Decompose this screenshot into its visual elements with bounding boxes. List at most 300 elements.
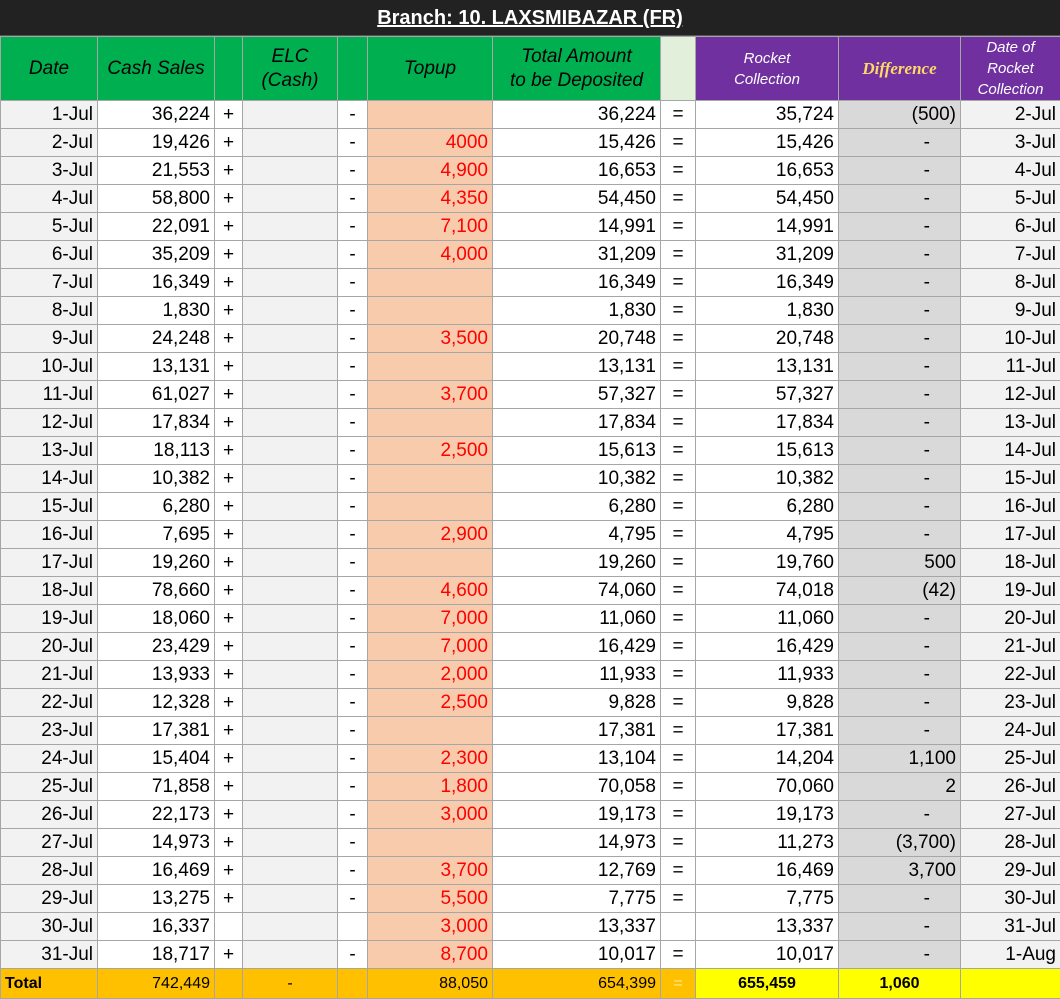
row-difference[interactable]: -: [839, 717, 961, 745]
row-elc[interactable]: [243, 941, 338, 969]
row-rocket-collection[interactable]: 10,017: [696, 941, 839, 969]
row-elc[interactable]: [243, 409, 338, 437]
row-plus[interactable]: +: [215, 157, 243, 185]
row-date[interactable]: 10-Jul: [1, 353, 98, 381]
row-rocket-date[interactable]: 11-Jul: [961, 353, 1060, 381]
row-plus[interactable]: +: [215, 689, 243, 717]
row-rocket-collection[interactable]: 14,204: [696, 745, 839, 773]
row-rocket-collection[interactable]: 1,830: [696, 297, 839, 325]
total-deposit[interactable]: 654,399: [493, 969, 661, 999]
row-rocket-date[interactable]: 23-Jul: [961, 689, 1060, 717]
row-topup[interactable]: 5,500: [368, 885, 493, 913]
row-difference[interactable]: -: [839, 801, 961, 829]
row-equals[interactable]: =: [661, 829, 696, 857]
row-topup[interactable]: 2,900: [368, 521, 493, 549]
row-total-deposit[interactable]: 16,653: [493, 157, 661, 185]
row-equals[interactable]: =: [661, 549, 696, 577]
row-rocket-date[interactable]: 15-Jul: [961, 465, 1060, 493]
row-minus[interactable]: -: [338, 717, 368, 745]
row-plus[interactable]: +: [215, 773, 243, 801]
total-topup[interactable]: 88,050: [368, 969, 493, 999]
row-rocket-date[interactable]: 24-Jul: [961, 717, 1060, 745]
row-equals[interactable]: =: [661, 185, 696, 213]
row-minus[interactable]: -: [338, 297, 368, 325]
row-total-deposit[interactable]: 13,104: [493, 745, 661, 773]
row-date[interactable]: 18-Jul: [1, 577, 98, 605]
total-elc[interactable]: -: [243, 969, 338, 999]
row-cash-sales[interactable]: 19,426: [98, 129, 215, 157]
row-equals[interactable]: =: [661, 297, 696, 325]
row-minus[interactable]: -: [338, 549, 368, 577]
row-topup[interactable]: 2,300: [368, 745, 493, 773]
row-minus[interactable]: -: [338, 661, 368, 689]
row-rocket-collection[interactable]: 14,991: [696, 213, 839, 241]
row-topup[interactable]: [368, 409, 493, 437]
row-plus[interactable]: +: [215, 241, 243, 269]
row-cash-sales[interactable]: 13,933: [98, 661, 215, 689]
total-equals[interactable]: =: [661, 969, 696, 999]
row-cash-sales[interactable]: 61,027: [98, 381, 215, 409]
row-cash-sales[interactable]: 19,260: [98, 549, 215, 577]
row-rocket-date[interactable]: 4-Jul: [961, 157, 1060, 185]
row-minus[interactable]: -: [338, 185, 368, 213]
row-equals[interactable]: =: [661, 409, 696, 437]
row-topup[interactable]: 3,500: [368, 325, 493, 353]
row-date[interactable]: 26-Jul: [1, 801, 98, 829]
row-rocket-date[interactable]: 6-Jul: [961, 213, 1060, 241]
row-cash-sales[interactable]: 22,091: [98, 213, 215, 241]
row-plus[interactable]: +: [215, 745, 243, 773]
row-rocket-date[interactable]: 3-Jul: [961, 129, 1060, 157]
row-minus[interactable]: -: [338, 157, 368, 185]
row-elc[interactable]: [243, 325, 338, 353]
row-difference[interactable]: -: [839, 381, 961, 409]
row-minus[interactable]: -: [338, 325, 368, 353]
row-total-deposit[interactable]: 16,349: [493, 269, 661, 297]
total-label[interactable]: Total: [1, 969, 98, 999]
row-equals[interactable]: =: [661, 157, 696, 185]
row-total-deposit[interactable]: 20,748: [493, 325, 661, 353]
row-elc[interactable]: [243, 521, 338, 549]
row-total-deposit[interactable]: 19,173: [493, 801, 661, 829]
row-minus[interactable]: -: [338, 885, 368, 913]
row-difference[interactable]: -: [839, 661, 961, 689]
row-difference[interactable]: -: [839, 437, 961, 465]
row-date[interactable]: 8-Jul: [1, 297, 98, 325]
row-topup[interactable]: 4000: [368, 129, 493, 157]
row-elc[interactable]: [243, 913, 338, 941]
row-plus[interactable]: +: [215, 353, 243, 381]
row-difference[interactable]: -: [839, 129, 961, 157]
row-total-deposit[interactable]: 31,209: [493, 241, 661, 269]
row-date[interactable]: 14-Jul: [1, 465, 98, 493]
row-topup[interactable]: [368, 101, 493, 129]
row-rocket-collection[interactable]: 20,748: [696, 325, 839, 353]
total-plus-cell[interactable]: [215, 969, 243, 999]
row-minus[interactable]: -: [338, 465, 368, 493]
row-rocket-date[interactable]: 20-Jul: [961, 605, 1060, 633]
total-difference[interactable]: 1,060: [839, 969, 961, 999]
row-equals[interactable]: =: [661, 605, 696, 633]
row-equals[interactable]: =: [661, 129, 696, 157]
header-difference[interactable]: Difference: [839, 37, 961, 101]
row-total-deposit[interactable]: 57,327: [493, 381, 661, 409]
row-date[interactable]: 2-Jul: [1, 129, 98, 157]
row-difference[interactable]: 1,100: [839, 745, 961, 773]
row-plus[interactable]: +: [215, 549, 243, 577]
row-difference[interactable]: -: [839, 913, 961, 941]
row-elc[interactable]: [243, 773, 338, 801]
row-rocket-collection[interactable]: 16,349: [696, 269, 839, 297]
row-elc[interactable]: [243, 549, 338, 577]
row-rocket-collection[interactable]: 11,273: [696, 829, 839, 857]
row-plus[interactable]: +: [215, 437, 243, 465]
row-total-deposit[interactable]: 74,060: [493, 577, 661, 605]
row-equals[interactable]: =: [661, 661, 696, 689]
row-difference[interactable]: -: [839, 325, 961, 353]
row-elc[interactable]: [243, 801, 338, 829]
row-rocket-collection[interactable]: 16,429: [696, 633, 839, 661]
row-total-deposit[interactable]: 10,017: [493, 941, 661, 969]
row-rocket-date[interactable]: 17-Jul: [961, 521, 1060, 549]
row-rocket-date[interactable]: 22-Jul: [961, 661, 1060, 689]
row-minus[interactable]: -: [338, 689, 368, 717]
row-total-deposit[interactable]: 12,769: [493, 857, 661, 885]
header-topup[interactable]: Topup: [368, 37, 493, 101]
row-difference[interactable]: -: [839, 185, 961, 213]
row-minus[interactable]: -: [338, 269, 368, 297]
row-equals[interactable]: =: [661, 325, 696, 353]
header-elc[interactable]: [243, 37, 338, 101]
row-plus[interactable]: +: [215, 493, 243, 521]
row-difference[interactable]: -: [839, 689, 961, 717]
row-equals[interactable]: =: [661, 521, 696, 549]
row-difference[interactable]: -: [839, 241, 961, 269]
row-topup[interactable]: [368, 269, 493, 297]
row-minus[interactable]: [338, 913, 368, 941]
row-rocket-collection[interactable]: 57,327: [696, 381, 839, 409]
row-minus[interactable]: -: [338, 829, 368, 857]
row-cash-sales[interactable]: 23,429: [98, 633, 215, 661]
row-topup[interactable]: [368, 717, 493, 745]
row-minus[interactable]: -: [338, 353, 368, 381]
row-total-deposit[interactable]: 13,337: [493, 913, 661, 941]
row-equals[interactable]: =: [661, 437, 696, 465]
row-minus[interactable]: -: [338, 941, 368, 969]
row-cash-sales[interactable]: 18,060: [98, 605, 215, 633]
header-rocket-collection[interactable]: [696, 37, 839, 101]
row-date[interactable]: 7-Jul: [1, 269, 98, 297]
row-equals[interactable]: =: [661, 213, 696, 241]
row-cash-sales[interactable]: 10,382: [98, 465, 215, 493]
row-plus[interactable]: +: [215, 605, 243, 633]
row-date[interactable]: 16-Jul: [1, 521, 98, 549]
row-topup[interactable]: [368, 297, 493, 325]
row-total-deposit[interactable]: 9,828: [493, 689, 661, 717]
row-rocket-date[interactable]: 30-Jul: [961, 885, 1060, 913]
row-rocket-date[interactable]: 28-Jul: [961, 829, 1060, 857]
row-plus[interactable]: +: [215, 521, 243, 549]
row-rocket-collection[interactable]: 11,933: [696, 661, 839, 689]
row-minus[interactable]: -: [338, 409, 368, 437]
row-elc[interactable]: [243, 185, 338, 213]
row-date[interactable]: 28-Jul: [1, 857, 98, 885]
row-date[interactable]: 13-Jul: [1, 437, 98, 465]
row-elc[interactable]: [243, 605, 338, 633]
row-topup[interactable]: 7,100: [368, 213, 493, 241]
row-topup[interactable]: 7,000: [368, 605, 493, 633]
row-cash-sales[interactable]: 71,858: [98, 773, 215, 801]
row-total-deposit[interactable]: 7,775: [493, 885, 661, 913]
row-topup[interactable]: 2,500: [368, 437, 493, 465]
row-plus[interactable]: +: [215, 577, 243, 605]
row-difference[interactable]: 3,700: [839, 857, 961, 885]
row-plus[interactable]: [215, 913, 243, 941]
row-equals[interactable]: =: [661, 241, 696, 269]
header-rocket-date[interactable]: [961, 37, 1060, 101]
row-date[interactable]: 15-Jul: [1, 493, 98, 521]
row-cash-sales[interactable]: 13,275: [98, 885, 215, 913]
row-minus[interactable]: -: [338, 857, 368, 885]
row-elc[interactable]: [243, 129, 338, 157]
row-plus[interactable]: +: [215, 885, 243, 913]
row-total-deposit[interactable]: 4,795: [493, 521, 661, 549]
row-date[interactable]: 22-Jul: [1, 689, 98, 717]
row-topup[interactable]: 8,700: [368, 941, 493, 969]
row-total-deposit[interactable]: 6,280: [493, 493, 661, 521]
total-date-cell[interactable]: [961, 969, 1060, 999]
row-total-deposit[interactable]: 54,450: [493, 185, 661, 213]
row-topup[interactable]: 2,000: [368, 661, 493, 689]
row-difference[interactable]: -: [839, 409, 961, 437]
row-date[interactable]: 25-Jul: [1, 773, 98, 801]
row-cash-sales[interactable]: 7,695: [98, 521, 215, 549]
row-difference[interactable]: -: [839, 157, 961, 185]
row-total-deposit[interactable]: 17,381: [493, 717, 661, 745]
row-date[interactable]: 20-Jul: [1, 633, 98, 661]
row-elc[interactable]: [243, 857, 338, 885]
row-cash-sales[interactable]: 16,337: [98, 913, 215, 941]
row-elc[interactable]: [243, 241, 338, 269]
header-plus-col[interactable]: [215, 37, 243, 101]
row-total-deposit[interactable]: 14,973: [493, 829, 661, 857]
row-rocket-collection[interactable]: 31,209: [696, 241, 839, 269]
row-rocket-collection[interactable]: 10,382: [696, 465, 839, 493]
row-equals[interactable]: =: [661, 269, 696, 297]
row-plus[interactable]: +: [215, 941, 243, 969]
row-equals[interactable]: =: [661, 689, 696, 717]
row-cash-sales[interactable]: 12,328: [98, 689, 215, 717]
row-topup[interactable]: 7,000: [368, 633, 493, 661]
row-rocket-date[interactable]: 14-Jul: [961, 437, 1060, 465]
row-plus[interactable]: +: [215, 633, 243, 661]
row-rocket-date[interactable]: 26-Jul: [961, 773, 1060, 801]
row-rocket-date[interactable]: 2-Jul: [961, 101, 1060, 129]
row-rocket-collection[interactable]: 7,775: [696, 885, 839, 913]
row-equals[interactable]: =: [661, 381, 696, 409]
row-cash-sales[interactable]: 24,248: [98, 325, 215, 353]
row-equals[interactable]: =: [661, 801, 696, 829]
row-minus[interactable]: -: [338, 493, 368, 521]
row-cash-sales[interactable]: 35,209: [98, 241, 215, 269]
total-rocket-collection[interactable]: 655,459: [696, 969, 839, 999]
row-rocket-collection[interactable]: 13,337: [696, 913, 839, 941]
row-difference[interactable]: -: [839, 633, 961, 661]
row-topup[interactable]: 1,800: [368, 773, 493, 801]
row-elc[interactable]: [243, 297, 338, 325]
row-total-deposit[interactable]: 11,060: [493, 605, 661, 633]
row-rocket-date[interactable]: 13-Jul: [961, 409, 1060, 437]
row-rocket-collection[interactable]: 11,060: [696, 605, 839, 633]
row-elc[interactable]: [243, 157, 338, 185]
header-date[interactable]: Date: [1, 37, 98, 101]
row-topup[interactable]: 3,000: [368, 801, 493, 829]
row-cash-sales[interactable]: 21,553: [98, 157, 215, 185]
row-rocket-date[interactable]: 10-Jul: [961, 325, 1060, 353]
row-date[interactable]: 6-Jul: [1, 241, 98, 269]
row-equals[interactable]: =: [661, 885, 696, 913]
row-date[interactable]: 21-Jul: [1, 661, 98, 689]
row-minus[interactable]: -: [338, 521, 368, 549]
row-cash-sales[interactable]: 1,830: [98, 297, 215, 325]
row-elc[interactable]: [243, 381, 338, 409]
row-rocket-collection[interactable]: 19,173: [696, 801, 839, 829]
row-topup[interactable]: [368, 829, 493, 857]
row-total-deposit[interactable]: 15,426: [493, 129, 661, 157]
row-difference[interactable]: -: [839, 213, 961, 241]
row-rocket-date[interactable]: 19-Jul: [961, 577, 1060, 605]
row-date[interactable]: 9-Jul: [1, 325, 98, 353]
row-plus[interactable]: +: [215, 409, 243, 437]
row-topup[interactable]: [368, 465, 493, 493]
row-plus[interactable]: +: [215, 801, 243, 829]
row-total-deposit[interactable]: 1,830: [493, 297, 661, 325]
row-rocket-date[interactable]: 31-Jul: [961, 913, 1060, 941]
row-date[interactable]: 5-Jul: [1, 213, 98, 241]
row-cash-sales[interactable]: 36,224: [98, 101, 215, 129]
row-elc[interactable]: [243, 437, 338, 465]
row-minus[interactable]: -: [338, 241, 368, 269]
row-rocket-collection[interactable]: 74,018: [696, 577, 839, 605]
row-total-deposit[interactable]: 13,131: [493, 353, 661, 381]
row-plus[interactable]: +: [215, 465, 243, 493]
row-cash-sales[interactable]: 13,131: [98, 353, 215, 381]
row-cash-sales[interactable]: 14,973: [98, 829, 215, 857]
row-date[interactable]: 17-Jul: [1, 549, 98, 577]
row-rocket-collection[interactable]: 9,828: [696, 689, 839, 717]
row-cash-sales[interactable]: 16,469: [98, 857, 215, 885]
row-topup[interactable]: [368, 493, 493, 521]
row-difference[interactable]: -: [839, 521, 961, 549]
row-rocket-date[interactable]: 25-Jul: [961, 745, 1060, 773]
row-cash-sales[interactable]: 15,404: [98, 745, 215, 773]
row-elc[interactable]: [243, 465, 338, 493]
row-rocket-collection[interactable]: 15,613: [696, 437, 839, 465]
row-equals[interactable]: =: [661, 745, 696, 773]
total-minus-cell[interactable]: [338, 969, 368, 999]
row-date[interactable]: 12-Jul: [1, 409, 98, 437]
row-elc[interactable]: [243, 745, 338, 773]
row-date[interactable]: 24-Jul: [1, 745, 98, 773]
row-date[interactable]: 23-Jul: [1, 717, 98, 745]
row-difference[interactable]: 500: [839, 549, 961, 577]
row-plus[interactable]: +: [215, 213, 243, 241]
row-plus[interactable]: +: [215, 129, 243, 157]
row-topup[interactable]: [368, 549, 493, 577]
header-total-deposit[interactable]: [493, 37, 661, 101]
row-equals[interactable]: =: [661, 101, 696, 129]
row-difference[interactable]: (500): [839, 101, 961, 129]
row-difference[interactable]: (42): [839, 577, 961, 605]
row-equals[interactable]: =: [661, 773, 696, 801]
row-rocket-date[interactable]: 8-Jul: [961, 269, 1060, 297]
row-rocket-date[interactable]: 9-Jul: [961, 297, 1060, 325]
row-rocket-collection[interactable]: 19,760: [696, 549, 839, 577]
row-minus[interactable]: -: [338, 129, 368, 157]
row-difference[interactable]: -: [839, 885, 961, 913]
row-total-deposit[interactable]: 17,834: [493, 409, 661, 437]
row-total-deposit[interactable]: 16,429: [493, 633, 661, 661]
row-cash-sales[interactable]: 58,800: [98, 185, 215, 213]
row-cash-sales[interactable]: 17,834: [98, 409, 215, 437]
row-plus[interactable]: +: [215, 269, 243, 297]
row-elc[interactable]: [243, 577, 338, 605]
row-minus[interactable]: -: [338, 577, 368, 605]
row-plus[interactable]: +: [215, 297, 243, 325]
row-elc[interactable]: [243, 101, 338, 129]
row-rocket-date[interactable]: 12-Jul: [961, 381, 1060, 409]
row-topup[interactable]: 3,000: [368, 913, 493, 941]
row-equals[interactable]: [661, 913, 696, 941]
row-total-deposit[interactable]: 11,933: [493, 661, 661, 689]
row-equals[interactable]: =: [661, 941, 696, 969]
row-cash-sales[interactable]: 18,113: [98, 437, 215, 465]
row-equals[interactable]: =: [661, 465, 696, 493]
row-rocket-collection[interactable]: 15,426: [696, 129, 839, 157]
row-equals[interactable]: =: [661, 633, 696, 661]
row-topup[interactable]: 4,900: [368, 157, 493, 185]
row-date[interactable]: 29-Jul: [1, 885, 98, 913]
row-total-deposit[interactable]: 19,260: [493, 549, 661, 577]
row-topup[interactable]: 3,700: [368, 381, 493, 409]
row-topup[interactable]: 4,000: [368, 241, 493, 269]
row-total-deposit[interactable]: 36,224: [493, 101, 661, 129]
row-date[interactable]: 30-Jul: [1, 913, 98, 941]
row-cash-sales[interactable]: 22,173: [98, 801, 215, 829]
row-plus[interactable]: +: [215, 325, 243, 353]
row-cash-sales[interactable]: 18,717: [98, 941, 215, 969]
row-minus[interactable]: -: [338, 773, 368, 801]
row-topup[interactable]: 3,700: [368, 857, 493, 885]
row-difference[interactable]: -: [839, 353, 961, 381]
row-plus[interactable]: +: [215, 857, 243, 885]
row-minus[interactable]: -: [338, 745, 368, 773]
row-difference[interactable]: (3,700): [839, 829, 961, 857]
row-rocket-collection[interactable]: 54,450: [696, 185, 839, 213]
row-equals[interactable]: =: [661, 857, 696, 885]
row-minus[interactable]: -: [338, 633, 368, 661]
row-rocket-collection[interactable]: 4,795: [696, 521, 839, 549]
row-elc[interactable]: [243, 689, 338, 717]
row-cash-sales[interactable]: 17,381: [98, 717, 215, 745]
row-rocket-collection[interactable]: 6,280: [696, 493, 839, 521]
row-rocket-collection[interactable]: 17,381: [696, 717, 839, 745]
row-rocket-date[interactable]: 27-Jul: [961, 801, 1060, 829]
row-date[interactable]: 1-Jul: [1, 101, 98, 129]
row-elc[interactable]: [243, 493, 338, 521]
row-minus[interactable]: -: [338, 381, 368, 409]
row-total-deposit[interactable]: 14,991: [493, 213, 661, 241]
